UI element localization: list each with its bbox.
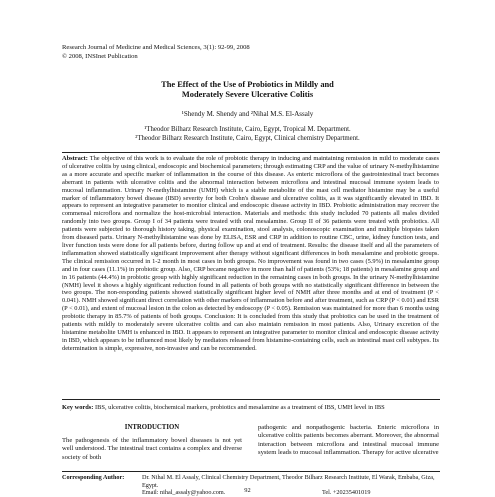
affiliation-1: ¹Theodor Bilharz Research Institute, Cairo, Egypt, Tropical M. Department. <box>144 126 351 133</box>
abstract <box>62 155 439 353</box>
footnote-rule <box>62 471 440 472</box>
abstract-bottom-rule <box>62 399 440 400</box>
journal-header <box>62 44 250 61</box>
journal-copyright: © 2008, INSInet Publication <box>62 52 138 60</box>
affiliation-2: ²Theodor Bilharz Research Institute, Cairo, Egypt, Clinical chemistry Department. <box>135 134 360 142</box>
corresponding-phone: Tel. +20235401019 <box>322 489 371 497</box>
corresponding-email: Email: nihal_assaly@yahoo.com. <box>142 489 226 497</box>
affiliations <box>90 126 405 144</box>
keywords <box>62 404 439 412</box>
corresponding-address: Dr. Nihal M. El Assaly, Clinical Chemistry Department, Theodor Bilharz Research Institute, El Warak, Embaba, Giza, Egypt. <box>142 474 435 489</box>
journal-citation: Research Journal of Medicine and Medical Sciences, 3(1): 92-99, 2008 <box>62 44 250 51</box>
title-line-1: The Effect of the Use of Probiotics in Mildly and <box>161 80 334 89</box>
keywords-label: Key words: <box>62 404 94 411</box>
abstract-top-rule <box>62 152 440 153</box>
article-title <box>100 80 395 100</box>
introduction-heading: INTRODUCTION <box>124 424 180 431</box>
page-number: 92 <box>244 487 251 494</box>
keywords-text: IBS, ulcerative colitis, biochemical markers, probiotics and mesalamine as a treatment of IBS, UMH level in IBS <box>95 404 385 411</box>
abstract-label: Abstract: <box>62 155 88 162</box>
introduction-right-column: pathogenic and nonpathogenic bacteria. Enteric microflora in ulcerative colitis patients becomes aberrant. Moreover, the abnormal interaction between microflora and intestinal mucosal immune system leads to mucosal inflammation. Therapy for active ulcerative <box>258 424 439 457</box>
abstract-text: The objective of this work is to evaluate the role of probiotic therapy in inducing and maintaining remission in mild to moderate cases of ulcerative colitis by using clinical, endoscopic and biochemical parameters; through estimating CRP and the value of urinary N-methylhistamine as a more accurate and specific marker of inflammation in the course of this disease. As enteric microflora of the gastrointestinal tract becomes aberrant in patients with ulcerative colitis and the abnormal interaction between microflora and intestinal mucosal immune system leads to mucosal inflammation. Urinary N-methylhistamine (UMH) which is a stable metabolite of the mast cell mediator histamine may be a useful marker of inflammatory bowel disease (IBD) severity for both Crohn's disease and ulcerative colitis, as it was significantly elevated in IBD. It appears to represent an integrative parameter to monitor clinical and endoscopic disease activity in IBD. Probiotic administration may recover the commensal microflora and normalize the host-microbial interaction. Materials and methods: this study included 70 patients all males divided randomly into two groups. Group I of 34 patients were treated with oral mesalamine. Group II of 36 patients were treated with probiotics. All patients were subjected to thorough history taking, physical examination, stool analysis, colonoscopic examination and multiple biopsies taken from diseased parts. Urinary N-methylhistamine was done by ELISA, ESR and CRP in addition to routine CBC, urine, kidney function tests, and liver function tests were done for all patients before, during follow up and at end of treatment. Results: the disease itself and all the parameters of inflammation showed statistically significant improvement after therapy without significant differences in both mesalamine and probiotic groups. The clinical remission occurred in 1-2 month in most cases in both groups. No improvement was found in two cases (5.9%) in mesalamine group and in four cases (11.1%) in probiotic group. Also, CRP became negative in more than half of patients (53%; 18 patients) in mesalamine group and in 16 patients (44.4%) in probiotic group with highly significant reduction in the remaining cases in both groups. In the urinary N-methylhistamine (NMH) level it shows a highly significant reduction found in all patients of both groups with no statistically significant difference in between the two groups. The non-responding patients showed statistically significant higher level of NMH after three months and at end of treatment (P < 0.041). NMH showed significant direct correlation with other markers of inflammation before and after treatment, such as CRP (P < 0.01) and ESR (P < 0.01), and extent of mucosal lesion in the colon as detected by endoscopy (P < 0.05). Remission was maintained for more than 6 months using probiotic therapy in 85.7% of patients of both groups. Conclusion: It is concluded from this study that probiotics can be used in the treatment of patients with mildly to moderately severe ulcerative colitis and can also maintain remission in most patients. Also, Urinary excretion of the histamine metabolite UMH is enhanced in IBD. It appears to represent an integrative parameter to monitor clinical and endoscopic disease activity in IBD, which appears to be influenced most likely by mediators released from histamine-containing cells, such as intestinal mast cell subtypes. Its determination is simple, expressive, non-invasive and can be recommended. <box>62 155 439 352</box>
title-line-2: Moderately Severe Ulcerative Colitis <box>181 90 314 100</box>
introduction-left-column: The pathogenesis of the inflammatory bowel diseases is not yet well understood. The intestinal tract contains a complex and diverse society of both <box>62 437 242 461</box>
author-list: ¹Shendy M. Shendy and ²Nihal M.S. El-Assaly <box>181 110 314 118</box>
corresponding-label: Corresponding Author: <box>62 474 125 481</box>
